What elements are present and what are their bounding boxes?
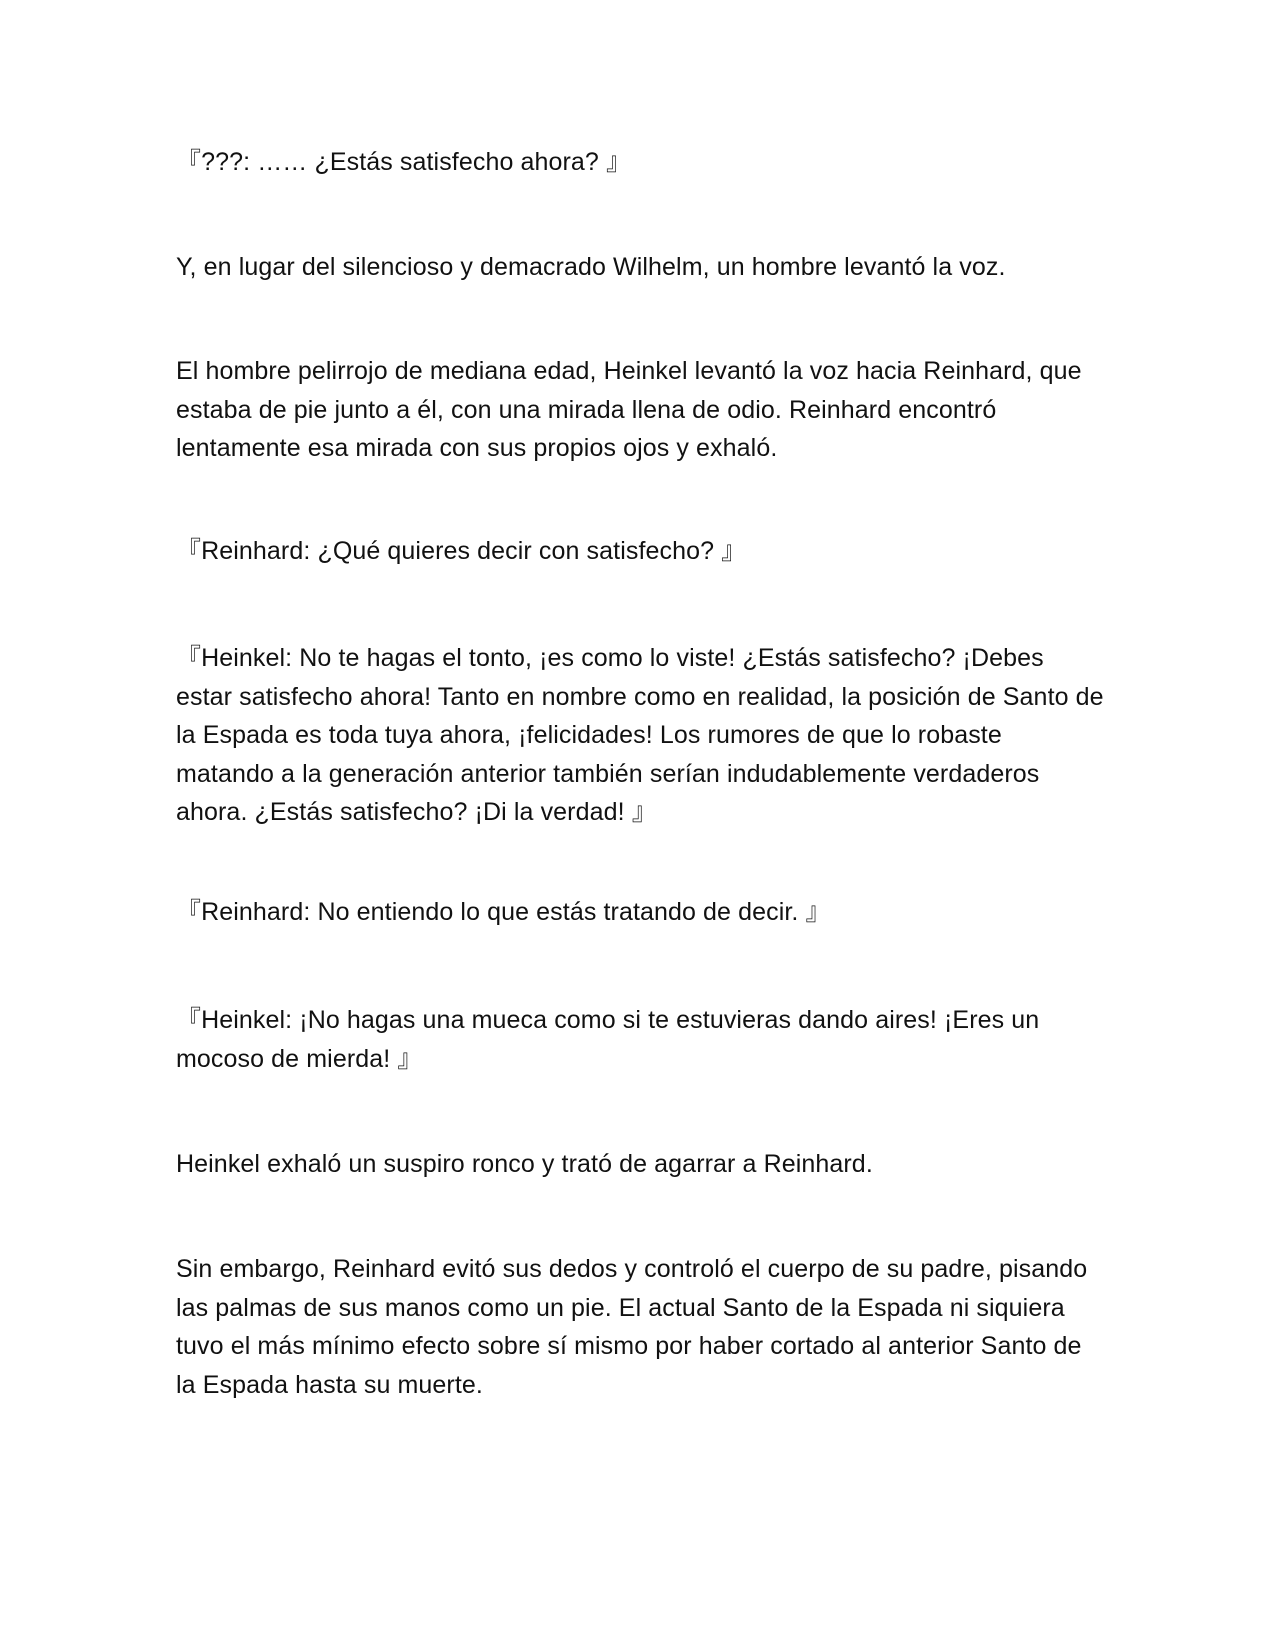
narration-paragraph: Sin embargo, Reinhard evitó sus dedos y controló el cuerpo de su padre, pisando las palmas de sus manos como un pie. El actual Santo de la Espada ni siquiera tuvo el más mínimo efecto sobre sí mismo por haber cortado al anterior Santo de la Espada hasta su muerte.: [176, 1255, 1088, 1399]
dialogue-heinkel: 『Heinkel: ¡No hagas una mueca como si te estuvieras dando aires! ¡Eres un mocoso de mierda! 』: [176, 1006, 1040, 1073]
narration-paragraph: Heinkel exhaló un suspiro ronco y trató de agarrar a Reinhard.: [176, 1150, 873, 1178]
dialogue-heinkel: 『Heinkel: No te hagas el tonto, ¡es como lo viste! ¿Estás satisfecho? ¡Debes estar satisfecho ahora! Tanto en nombre como en realidad, la posición de Santo de la Espada es toda tuya ahora, ¡felicidades! Los rumores de que lo robaste matando a la generación anterior también serían indudablemente verdaderos ahora. ¿Estás satisfecho? ¡Di la verdad! 』: [176, 644, 1104, 826]
narration-paragraph: El hombre pelirrojo de mediana edad, Heinkel levantó la voz hacia Reinhard, que estaba de pie junto a él, con una mirada llena de odio. Reinhard encontró lentamente esa mirada con sus propios ojos y exhaló.: [176, 357, 1082, 462]
dialogue-unknown-speaker: 『???: …… ¿Estás satisfecho ahora? 』: [176, 148, 632, 176]
dialogue-reinhard: 『Reinhard: ¿Qué quieres decir con satisfecho? 』: [176, 537, 747, 565]
narration-paragraph: Y, en lugar del silencioso y demacrado Wilhelm, un hombre levantó la voz.: [176, 253, 1006, 281]
dialogue-reinhard: 『Reinhard: No entiendo lo que estás tratando de decir. 』: [176, 898, 831, 926]
